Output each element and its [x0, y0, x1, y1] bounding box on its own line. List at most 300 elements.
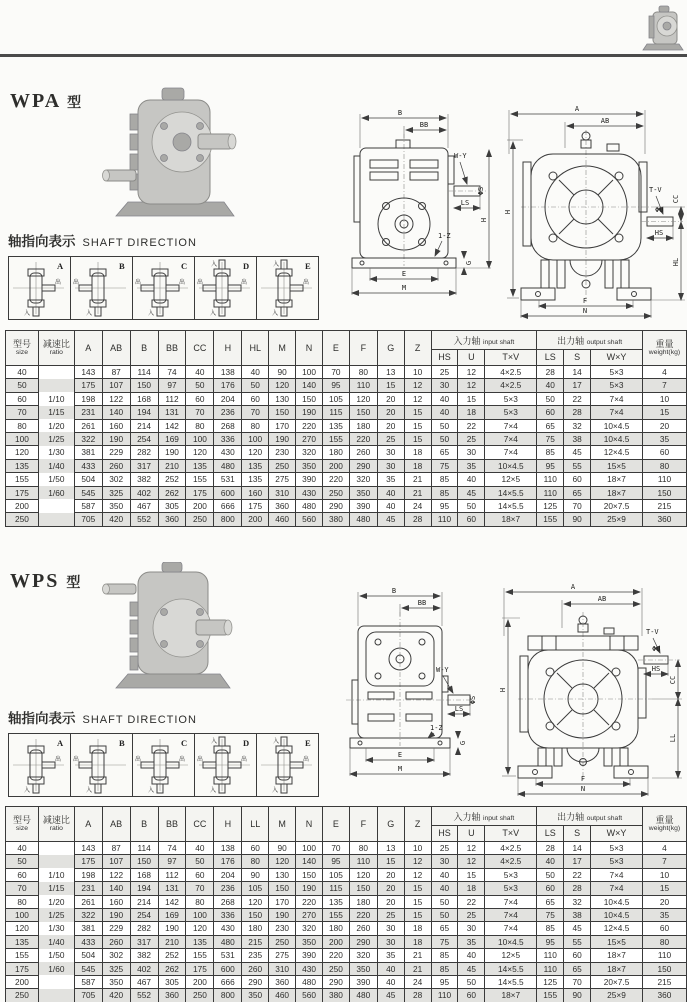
- spec-cell: 40: [377, 962, 404, 975]
- spec-cell: 10: [642, 392, 686, 405]
- spec-cell: 1/15: [38, 406, 74, 419]
- spec-cell: 40: [6, 842, 39, 855]
- spec-cell: 250: [186, 989, 214, 1002]
- output-shaft-group-header: 出力轴 output shaft: [537, 807, 643, 826]
- spec-cell: 80: [242, 419, 269, 432]
- spec-cell: 131: [158, 406, 186, 419]
- spec-cell: 200: [186, 975, 214, 988]
- spec-cell: 600: [214, 486, 242, 499]
- spec-cell: 38: [564, 432, 591, 445]
- spec-cell: [38, 499, 74, 512]
- spec-cell: 65: [431, 446, 458, 459]
- spec-cell: 800: [214, 513, 242, 526]
- spec-cell: 282: [130, 922, 158, 935]
- spec-cell: 80: [6, 419, 39, 432]
- svg-text:D: D: [243, 261, 250, 271]
- spec-cell: 190: [102, 908, 130, 921]
- svg-text:A: A: [57, 261, 64, 271]
- spec-row-135: [6, 935, 687, 948]
- spec-row-40: [6, 366, 687, 379]
- spec-cell: 190: [269, 908, 296, 921]
- spec-cell: 21: [404, 949, 431, 962]
- spec-cell: 50: [186, 379, 214, 392]
- spec-cell: 122: [102, 392, 130, 405]
- spec-cell: 105: [322, 868, 349, 881]
- spec-cell: 25: [458, 908, 485, 921]
- spec-cell: 302: [102, 949, 130, 962]
- spec-cell: 21: [404, 473, 431, 486]
- spec-cell: 13: [377, 842, 404, 855]
- spec-cell: 120: [349, 392, 377, 405]
- shaft-direction-diagram-b: [70, 733, 133, 797]
- spec-cell: 560: [296, 513, 323, 526]
- spec-cell: 552: [130, 989, 158, 1002]
- spec-cell: 135: [322, 419, 349, 432]
- shaft-direction-diagram-c: [132, 256, 195, 320]
- spec-cell: 24: [404, 499, 431, 512]
- spec-cell: 350: [102, 975, 130, 988]
- sub-column-header: HS: [431, 826, 458, 842]
- dim-label-b: B: [397, 109, 403, 117]
- spec-cell: 10×4.5: [485, 935, 537, 948]
- spec-cell: 7×4: [485, 908, 537, 921]
- spec-cell: 210: [158, 935, 186, 948]
- sub-column-header: W×Y: [591, 826, 643, 842]
- spec-row-80: [6, 895, 687, 908]
- spec-cell: 220: [322, 949, 349, 962]
- spec-cell: 190: [102, 432, 130, 445]
- spec-cell: 215: [642, 499, 686, 512]
- spec-row-70: [6, 406, 687, 419]
- dim-column-header-ab: AB: [102, 807, 130, 842]
- dim-column-header-cc: CC: [186, 331, 214, 366]
- spec-cell: 21: [404, 486, 431, 499]
- spec-cell: 85: [431, 473, 458, 486]
- spec-cell: 560: [296, 989, 323, 1002]
- svg-text:出: 出: [197, 280, 204, 286]
- spec-cell: 390: [296, 473, 323, 486]
- spec-cell: 135: [186, 459, 214, 472]
- spec-cell: 275: [269, 949, 296, 962]
- spec-cell: 100: [6, 432, 39, 445]
- spec-cell: 150: [349, 406, 377, 419]
- spec-cell: 80: [642, 459, 686, 472]
- spec-cell: 65: [564, 962, 591, 975]
- spec-cell: 50: [537, 868, 564, 881]
- spec-cell: 12×4.5: [591, 922, 643, 935]
- spec-cell: 5×3: [485, 406, 537, 419]
- spec-cell: 230: [269, 446, 296, 459]
- dim-label-e: E: [397, 751, 403, 759]
- spec-cell: 5×3: [591, 855, 643, 868]
- spec-cell: 320: [296, 446, 323, 459]
- spec-cell: 20: [642, 895, 686, 908]
- spec-cell: 80: [642, 935, 686, 948]
- dim-label-f: F: [582, 297, 588, 305]
- spec-cell: 360: [642, 513, 686, 526]
- spec-cell: 155: [322, 908, 349, 921]
- spec-cell: 170: [269, 419, 296, 432]
- spec-row-120: [6, 922, 687, 935]
- spec-cell: 214: [130, 895, 158, 908]
- spec-cell: 140: [102, 882, 130, 895]
- spec-cell: 28: [537, 366, 564, 379]
- spec-cell: 80: [186, 895, 214, 908]
- spec-cell: 40: [458, 949, 485, 962]
- spec-cell: 220: [349, 432, 377, 445]
- spec-cell: 22: [458, 419, 485, 432]
- spec-cell: 250: [186, 513, 214, 526]
- spec-cell: 350: [102, 499, 130, 512]
- spec-cell: 70: [242, 406, 269, 419]
- spec-cell: 12×4.5: [591, 446, 643, 459]
- spec-cell: 22: [564, 392, 591, 405]
- spec-cell: 50: [186, 855, 214, 868]
- spec-cell: 600: [214, 962, 242, 975]
- spec-cell: 45: [377, 989, 404, 1002]
- spec-cell: 10×4.5: [591, 895, 643, 908]
- dim-label-phis: ΦS: [477, 186, 485, 196]
- spec-cell: 4×2.5: [485, 842, 537, 855]
- svg-text:出: 出: [197, 757, 204, 763]
- sub-column-header: U: [458, 350, 485, 366]
- spec-cell: 60: [642, 922, 686, 935]
- wpa-title-text: WPA: [10, 90, 61, 112]
- spec-cell: 40: [377, 499, 404, 512]
- dim-label-cc: CC: [672, 194, 680, 204]
- spec-cell: 5×3: [591, 366, 643, 379]
- spec-cell: 18×7: [485, 989, 537, 1002]
- spec-cell: 155: [322, 432, 349, 445]
- spec-cell: 25×9: [591, 989, 643, 1002]
- spec-cell: [38, 842, 74, 855]
- spec-cell: 22: [458, 895, 485, 908]
- spec-cell: 5×3: [485, 392, 537, 405]
- spec-cell: 176: [214, 379, 242, 392]
- spec-cell: 32: [564, 419, 591, 432]
- dim-column-header-g: G: [377, 331, 404, 366]
- shaft-direction-diagram-a: [8, 733, 71, 797]
- svg-text:出: 出: [73, 757, 80, 763]
- spec-cell: 150: [130, 855, 158, 868]
- spec-cell: 15: [377, 379, 404, 392]
- spec-cell: 115: [322, 406, 349, 419]
- spec-cell: 12: [404, 379, 431, 392]
- spec-cell: 268: [214, 419, 242, 432]
- spec-cell: 220: [322, 473, 349, 486]
- output-shaft-group-header: 出力轴 output shaft: [537, 331, 643, 350]
- spec-cell: 45: [377, 513, 404, 526]
- spec-cell: 290: [349, 459, 377, 472]
- spec-cell: 135: [322, 895, 349, 908]
- spec-cell: 317: [130, 459, 158, 472]
- dim-label-a: A: [570, 583, 576, 591]
- spec-cell: 190: [296, 406, 323, 419]
- spec-cell: 25: [431, 366, 458, 379]
- spec-cell: 28: [564, 882, 591, 895]
- spec-cell: 325: [102, 486, 130, 499]
- spec-cell: 302: [102, 473, 130, 486]
- spec-cell: 85: [431, 949, 458, 962]
- spec-cell: 60: [537, 406, 564, 419]
- spec-cell: 180: [322, 922, 349, 935]
- dim-label-ll: LL: [669, 733, 677, 743]
- spec-cell: 800: [214, 989, 242, 1002]
- spec-cell: 15×5: [591, 935, 643, 948]
- wpa-shaft-direction-diagrams: [8, 256, 319, 320]
- spec-cell: 20: [377, 406, 404, 419]
- spec-row-200: [6, 499, 687, 512]
- spec-cell: 290: [242, 975, 269, 988]
- spec-cell: 18×7: [591, 949, 643, 962]
- spec-cell: 168: [130, 392, 158, 405]
- spec-cell: 40: [242, 366, 269, 379]
- spec-cell: 666: [214, 975, 242, 988]
- spec-cell: 125: [537, 499, 564, 512]
- dim-label-ab: AB: [600, 117, 610, 125]
- spec-cell: 18: [404, 459, 431, 472]
- spec-cell: 65: [431, 922, 458, 935]
- spec-cell: 4: [642, 842, 686, 855]
- spec-row-100: [6, 432, 687, 445]
- spec-cell: 100: [296, 842, 323, 855]
- svg-text:出: 出: [241, 757, 248, 763]
- spec-cell: 1/40: [38, 935, 74, 948]
- shaft-direction-label-zh: 轴指向表示: [8, 234, 76, 249]
- spec-cell: 381: [74, 446, 102, 459]
- spec-cell: 15: [458, 392, 485, 405]
- spec-cell: 100: [242, 432, 269, 445]
- wps-shaft-direction-diagrams: [8, 733, 319, 797]
- spec-cell: 120: [242, 446, 269, 459]
- spec-cell: 250: [322, 486, 349, 499]
- spec-cell: 90: [564, 513, 591, 526]
- spec-cell: 140: [296, 379, 323, 392]
- spec-cell: 390: [349, 975, 377, 988]
- ratio-column-header: 减速比 ratio: [38, 331, 74, 366]
- spec-cell: 460: [269, 989, 296, 1002]
- spec-cell: 95: [431, 975, 458, 988]
- spec-cell: 25: [458, 432, 485, 445]
- spec-cell: 552: [130, 513, 158, 526]
- spec-cell: 60: [642, 446, 686, 459]
- spec-cell: 10×4.5: [485, 459, 537, 472]
- wpa-section-title: [10, 90, 81, 113]
- spec-cell: 310: [269, 962, 296, 975]
- spec-cell: [38, 975, 74, 988]
- spec-cell: 50: [431, 908, 458, 921]
- spec-cell: 7×4: [485, 419, 537, 432]
- spec-cell: 35: [458, 459, 485, 472]
- spec-cell: 97: [158, 855, 186, 868]
- spec-cell: 262: [158, 962, 186, 975]
- spec-cell: 12: [404, 392, 431, 405]
- spec-cell: 110: [431, 513, 458, 526]
- spec-cell: 150: [642, 486, 686, 499]
- spec-cell: 35: [377, 473, 404, 486]
- input-shaft-group-header: 入力轴 input shaft: [431, 807, 537, 826]
- spec-cell: 305: [158, 975, 186, 988]
- spec-cell: 14: [564, 842, 591, 855]
- spec-cell: 15: [642, 882, 686, 895]
- spec-cell: 5×3: [591, 842, 643, 855]
- spec-cell: 18×7: [591, 486, 643, 499]
- spec-cell: 7×4: [485, 922, 537, 935]
- spec-cell: 175: [6, 486, 39, 499]
- wpa-title-suffix: 型: [67, 96, 82, 111]
- spec-cell: 200: [322, 935, 349, 948]
- spec-cell: 200: [242, 513, 269, 526]
- spec-cell: 433: [74, 459, 102, 472]
- spec-cell: 170: [269, 895, 296, 908]
- dim-label-m: M: [397, 765, 403, 773]
- dim-column-header-g: G: [377, 807, 404, 842]
- spec-cell: 50: [537, 392, 564, 405]
- dim-column-header-ab: AB: [102, 331, 130, 366]
- spec-cell: 320: [349, 949, 377, 962]
- spec-cell: 15: [642, 406, 686, 419]
- spec-cell: 70: [6, 882, 39, 895]
- svg-text:入: 入: [148, 788, 155, 794]
- spec-cell: 55: [564, 935, 591, 948]
- spec-cell: 45: [458, 962, 485, 975]
- spec-cell: 260: [242, 962, 269, 975]
- dim-label-phis: ΦS: [469, 695, 477, 705]
- spec-cell: 20: [377, 392, 404, 405]
- spec-cell: 138: [214, 366, 242, 379]
- spec-cell: 480: [349, 513, 377, 526]
- spec-cell: 40: [537, 379, 564, 392]
- spec-cell: 28: [404, 513, 431, 526]
- spec-cell: 120: [186, 446, 214, 459]
- dim-column-header-e: E: [322, 807, 349, 842]
- spec-cell: 17: [564, 379, 591, 392]
- dim-label-tv: T-V: [649, 186, 662, 194]
- spec-row-155: [6, 473, 687, 486]
- spec-cell: 12: [458, 842, 485, 855]
- spec-cell: 50: [6, 855, 39, 868]
- spec-cell: 74: [158, 842, 186, 855]
- spec-cell: 35: [377, 949, 404, 962]
- spec-cell: 70: [322, 842, 349, 855]
- spec-cell: 122: [102, 868, 130, 881]
- spec-cell: 1/20: [38, 419, 74, 432]
- spec-cell: 50: [431, 419, 458, 432]
- shaft-direction-diagram-b: [70, 256, 133, 320]
- ratio-column-header: 减速比 ratio: [38, 807, 74, 842]
- spec-cell: 65: [564, 486, 591, 499]
- spec-cell: 143: [74, 366, 102, 379]
- dim-column-header-ll: LL: [242, 807, 269, 842]
- spec-cell: 30: [377, 935, 404, 948]
- spec-cell: 531: [214, 473, 242, 486]
- spec-cell: 40: [186, 842, 214, 855]
- spec-cell: 114: [130, 842, 158, 855]
- spec-cell: 10×4.5: [591, 908, 643, 921]
- spec-cell: 4×2.5: [485, 855, 537, 868]
- wps-title-suffix: 型: [66, 576, 81, 591]
- spec-cell: 32: [564, 895, 591, 908]
- spec-cell: 155: [186, 473, 214, 486]
- spec-cell: 402: [130, 962, 158, 975]
- spec-cell: 430: [296, 962, 323, 975]
- dim-column-header-b: B: [130, 807, 158, 842]
- spec-cell: 25: [431, 842, 458, 855]
- spec-cell: 235: [242, 949, 269, 962]
- spec-cell: 20: [377, 419, 404, 432]
- spec-cell: 120: [269, 855, 296, 868]
- spec-cell: 12×5: [485, 949, 537, 962]
- spec-cell: 14×5.5: [485, 962, 537, 975]
- spec-cell: 25×9: [591, 513, 643, 526]
- spec-cell: 180: [349, 895, 377, 908]
- spec-row-70: [6, 882, 687, 895]
- spec-cell: 80: [6, 895, 39, 908]
- spec-cell: 95: [537, 459, 564, 472]
- svg-text:出: 出: [179, 280, 186, 286]
- spec-cell: 290: [322, 499, 349, 512]
- spec-cell: 190: [269, 432, 296, 445]
- spec-cell: 15: [458, 868, 485, 881]
- svg-text:入: 入: [86, 311, 93, 317]
- spec-cell: 467: [130, 499, 158, 512]
- svg-text:C: C: [181, 261, 188, 271]
- dim-label-b: B: [391, 587, 397, 595]
- spec-cell: 360: [642, 989, 686, 1002]
- spec-cell: 70: [322, 366, 349, 379]
- spec-cell: 545: [74, 486, 102, 499]
- sub-column-header: S: [564, 826, 591, 842]
- spec-cell: 1/20: [38, 895, 74, 908]
- spec-cell: 5×3: [591, 379, 643, 392]
- spec-cell: 430: [214, 446, 242, 459]
- spec-cell: 90: [269, 842, 296, 855]
- spec-cell: 10×4.5: [591, 432, 643, 445]
- spec-cell: 5×3: [485, 882, 537, 895]
- spec-cell: 190: [296, 882, 323, 895]
- spec-cell: 175: [186, 486, 214, 499]
- spec-cell: 80: [349, 842, 377, 855]
- spec-cell: 200: [322, 459, 349, 472]
- spec-cell: 390: [296, 949, 323, 962]
- svg-text:入: 入: [273, 262, 280, 268]
- dim-column-header-b: B: [130, 331, 158, 366]
- spec-cell: 433: [74, 935, 102, 948]
- spec-cell: 60: [242, 392, 269, 405]
- spec-cell: 100: [6, 908, 39, 921]
- spec-cell: 55: [564, 459, 591, 472]
- spec-cell: 60: [6, 868, 39, 881]
- spec-cell: 214: [130, 419, 158, 432]
- shaft-direction-label-en: SHAFT DIRECTION: [82, 714, 197, 726]
- dim-label-wy: W-Y: [436, 666, 449, 674]
- spec-cell: 215: [642, 975, 686, 988]
- svg-text:E: E: [305, 261, 311, 271]
- spec-cell: 15: [404, 882, 431, 895]
- spec-cell: 90: [564, 989, 591, 1002]
- spec-cell: 430: [214, 922, 242, 935]
- dim-label-h: H: [499, 687, 507, 693]
- svg-text:B: B: [119, 738, 125, 748]
- spec-row-100: [6, 908, 687, 921]
- svg-text:入: 入: [86, 788, 93, 794]
- spec-cell: [38, 379, 74, 392]
- header-divider: [0, 54, 687, 57]
- spec-cell: 60: [564, 949, 591, 962]
- spec-cell: 1/30: [38, 922, 74, 935]
- svg-text:B: B: [119, 261, 125, 271]
- spec-cell: 545: [74, 962, 102, 975]
